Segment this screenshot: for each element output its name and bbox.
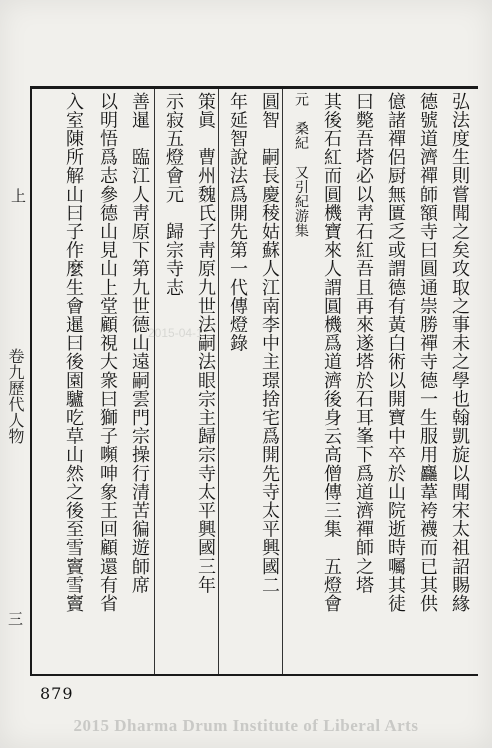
text-column-9: 策眞 曹州魏氏子靑原九世法嗣法眼宗主歸宗寺太平興國三年	[195, 92, 216, 595]
frame-top-rule	[30, 86, 478, 89]
date-stamp: 2015-04-1	[148, 326, 203, 340]
text-column-8: 年延智說法爲開先第一代傳燈錄	[227, 92, 248, 353]
text-column-2: 德號道濟禪師額寺曰圓通崇勝禪寺德一生服用麤葦袴襪而已其供	[417, 92, 438, 613]
column-divider	[154, 89, 155, 674]
text-column-4: 曰斃吾塔必以靑石紅吾且再來遂塔於石耳峯下爲道濟禪師之塔	[353, 92, 374, 595]
text-column-11: 善暹 臨江人靑原下第九世德山遠嗣雲門宗操行清苦徧遊師席	[129, 92, 150, 595]
margin-bottom-mark: 三	[8, 610, 24, 628]
text-column-7: 圓智 嗣長慶稜姑蘇人江南李中主璟捨宅爲開先寺太平興國二	[259, 92, 280, 595]
text-column-3: 億諸禪侶厨無匱乏或謂德有黃白術以開寶中卒於山院逝時囑其徒	[385, 92, 406, 613]
left-margin	[0, 88, 29, 674]
frame-bottom-rule	[30, 674, 478, 676]
margin-top-mark: 上	[9, 188, 27, 203]
text-column-1: 弘法度生則嘗聞之矣攻取之事未之學也翰凱旋以聞宋太祖詔賜緣	[449, 92, 470, 613]
page-number: 879	[40, 684, 74, 703]
margin-chapter-title: 卷九歷代人物	[6, 348, 25, 444]
text-column-13: 入室陳所解山曰子作麼生會暹曰後園驢吃草山然之後至雪竇雪竇	[63, 92, 84, 613]
text-column-6: 元 桑紀 又引紀游集	[293, 92, 309, 238]
column-divider	[282, 89, 283, 674]
text-column-10: 示寂五燈會元 歸宗寺志	[163, 92, 184, 297]
column-divider	[218, 89, 219, 674]
text-column-5: 其後石紅而圓機寶來人謂圓機爲道濟後身云高僧傳三集 五燈會	[321, 92, 342, 613]
text-column-12: 以明悟爲志參德山見山上堂顧視大衆曰獅子嚬呻象王回顧還有省	[97, 92, 118, 613]
footer-watermark: 2015 Dharma Drum Institute of Liberal Arts	[73, 716, 419, 735]
frame-left-rule	[30, 88, 32, 674]
